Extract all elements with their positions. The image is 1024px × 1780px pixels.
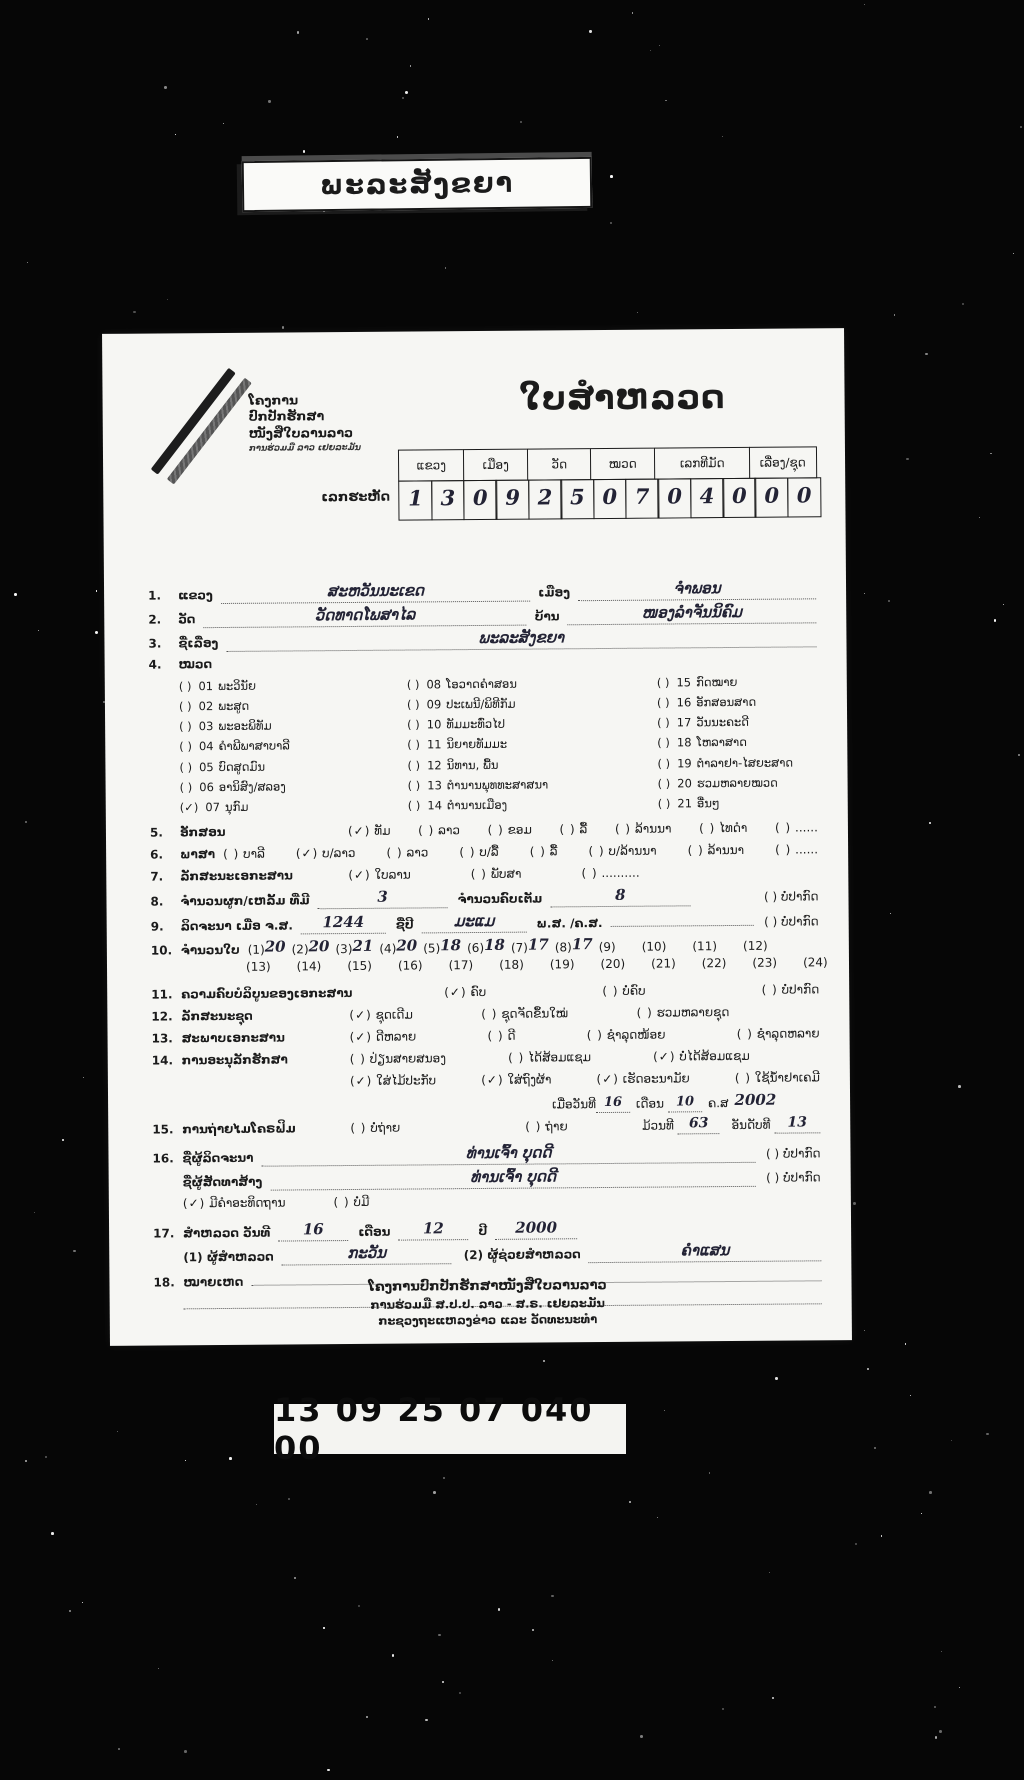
leaf-count-entry: (23) xyxy=(752,955,778,970)
survey-year-fill: 2000 xyxy=(495,1220,577,1240)
village-fill-line: ໜອງລຳຈັນນິຄົມ xyxy=(567,604,816,625)
leaf-count-entry: (2)20 xyxy=(291,937,330,957)
code-digit-cell: 0 xyxy=(722,477,756,517)
logo-subline: ການຮ່ວມມື ລາວ ເຢຍລະມັນ xyxy=(248,442,361,454)
option: ( ) ບໍ່ປາກົດ xyxy=(761,982,820,997)
option: ( ) ລ້ານນາ xyxy=(614,821,672,836)
category-item: ( ) 12 ນິທານ, ພື້ນ xyxy=(407,757,499,773)
preservation-year-value: 2002 xyxy=(734,1090,777,1109)
option: (✓) ທັມ xyxy=(347,823,391,838)
leaf-count-entry: (10) xyxy=(641,939,667,954)
leaf-count-entry: (17) xyxy=(448,957,474,973)
leaf-count-entry: (6)18 xyxy=(467,935,506,955)
option: ( ) ຊຳລຸດໜ້ອຍ xyxy=(586,1027,666,1043)
temple-fill-line: ວັດທາດໂພສາໄລ xyxy=(203,607,527,629)
code-digit-cell: 0 xyxy=(593,478,627,518)
field-language: 6. ພາສາ ( ) ບາລີ (✓) ບ/ລາວ ( ) ລາວ ( ) ບ/ລື້ ( ) ລື້ ( ) ບ/ລ້ານນາ ( ) ລ້ານນາ ( ) ...... xyxy=(150,842,819,862)
leaf-count-entry: (5)18 xyxy=(423,936,462,956)
category-item: ( ) 04 ຄຳພີພາສາບາລີ xyxy=(179,738,290,754)
option: ( ) ລ້ານນາ xyxy=(687,842,745,858)
code-header-cell: ໝວດ xyxy=(590,448,656,481)
option: (✓) ຄົບ xyxy=(444,984,487,1000)
option: ( ) ຂອມ xyxy=(487,822,532,837)
category-checkbox-grid xyxy=(179,671,818,817)
option: (✓) ເຮັດອະນາມັຍ xyxy=(596,1071,690,1086)
language-options xyxy=(223,842,818,861)
category-item: ( ) 08 ໂອວາດຄຳສອນ xyxy=(406,676,517,692)
leaf-count-entry: (13) xyxy=(245,959,271,974)
category-item: ( ) 15 ກົດໝາຍ xyxy=(656,674,738,690)
category-column-3 xyxy=(657,671,848,813)
option: ( ) ບໍ່ຖ່າຍ xyxy=(350,1120,401,1135)
category-item: ( ) 01 ພະວິນັຍ xyxy=(178,678,257,694)
code-table xyxy=(400,446,825,520)
not-shown-option: ( ) ບໍ່ປາກົດ xyxy=(764,914,819,929)
survey-day-fill: 16 xyxy=(278,1222,348,1242)
be-ce-year-fill xyxy=(610,911,754,927)
field-condition: 13. ສະພາບເອກະສານ (✓) ດີຫລາຍ ( ) ດີ ( ) ຊຳລຸດໜ້ອຍ ( ) ຊຳລຸດຫລາຍ xyxy=(151,1026,820,1046)
code-header-cell: ແຂວງ xyxy=(398,449,464,482)
completeness-options xyxy=(444,982,819,999)
province-fill-line: ສະຫວັນນະເຂດ xyxy=(221,583,531,604)
surveyor-name-fill: ກະວັນ xyxy=(282,1245,452,1265)
survey-form-page xyxy=(102,328,852,1346)
leaf-count-entry: (14) xyxy=(296,959,322,974)
film-code-strip xyxy=(274,1391,626,1467)
field-province-district: 1. ແຂວງ ສະຫວັນນະເຂດ ເມືອງ ຈຳພອນ xyxy=(148,580,816,604)
footer-line: ໂຄງການປົກປັກຮັກສາໜັງສືໃບລານລາວ xyxy=(368,1277,607,1295)
field-prayer-present xyxy=(183,1191,821,1213)
code-digit-cell: 0 xyxy=(787,477,821,517)
complete-count-fill: 8 xyxy=(550,887,690,907)
leaf-count-entry: (19) xyxy=(549,957,575,972)
logo-line: ໂຄງການ xyxy=(248,392,299,408)
field-preservation: 14. ການອະນຸລັກຮັກສາ ( ) ປ່ຽນສາຍສນອງ ( ) ໄດ້ສ້ອມແຊມ (✓) ບໍ່ໄດ້ສ້ອມແຊມ xyxy=(152,1048,820,1070)
category-column-2 xyxy=(407,673,658,816)
index-number-fill: 13 xyxy=(774,1116,820,1133)
field-temple-village: 2. ວັດ ວັດທາດໂພສາໄລ ບ້ານ ໜອງລຳຈັນນິຄົມ xyxy=(148,604,816,628)
category-item: ( ) 16 ອັກສອນສາດ xyxy=(656,694,757,710)
field-completeness: 11. ຄວາມຄົບບໍລິບູນຂອງເອກະສານ (✓) ຄົບ ( ) ບໍ່ຄົບ ( ) ບໍ່ປາກົດ xyxy=(151,982,820,1002)
category-item: ( ) 17 ວັນນະຄະດີ xyxy=(657,715,750,730)
code-header-cell: ເລກທີມັດ xyxy=(654,447,750,480)
film-code-text: 13 09 25 07 040 00 xyxy=(274,1391,594,1467)
assistant-name-fill: ຄຳແສນ xyxy=(589,1242,822,1263)
preservation-options-row1 xyxy=(350,1048,820,1066)
option: ( ) ບ/ລ້ານນາ xyxy=(588,843,657,858)
bundle-type-options xyxy=(349,1004,819,1022)
category-item: ( ) 06 ອານິສົງ/ສລອງ xyxy=(179,779,286,794)
field-text-title: 3. ຊື່ເລື່ອງ ພະລະສັງຂຍາ xyxy=(148,628,816,652)
project-logo-text xyxy=(249,392,361,455)
category-item: ( ) 10 ທັມມະທົ່ວໄປ xyxy=(407,717,506,732)
option: ( ) ໄດ້ສ້ອມແຊມ xyxy=(508,1049,592,1065)
field-category-header: 4. ໝວດ xyxy=(148,657,213,672)
leaf-count-entry: (24) xyxy=(802,955,828,970)
option: ( ) ບ/ລື້ xyxy=(459,844,499,860)
option: ( ) ບໍ່ມີ xyxy=(333,1194,370,1210)
category-item: ( ) 20 ຮວມຫລາຍໝວດ xyxy=(657,775,778,791)
leaf-count-entry: (1)20 xyxy=(247,937,286,957)
field-copy-date: 9. ລິດຈະນາ ເມື່ອ ຈ.ສ. 1244 ຊື່ປີ ມະແມ ພ.ສ. /ຄ.ສ. ( ) ບໍ່ປາກົດ xyxy=(150,911,819,934)
leaf-count-entry: (8)17 xyxy=(554,934,593,955)
category-column-1 xyxy=(179,675,408,818)
leaf-count-entry: (3)21 xyxy=(335,936,374,956)
code-header-cell: ເມືອງ xyxy=(463,449,529,482)
preservation-options-row2 xyxy=(350,1070,820,1088)
not-shown-option: ( ) ບໍ່ປາກົດ xyxy=(765,1146,821,1161)
category-item: ( ) 19 ຕຳລາຢາ-ໄສຍະສາດ xyxy=(657,755,794,771)
option: ( ) ຊຳລຸດຫລາຍ xyxy=(736,1026,820,1041)
form-fields xyxy=(148,579,828,1316)
code-digit-cell: 0 xyxy=(463,479,497,519)
footer-line: ກະຊວງຖະແຫລງຂ່າວ ແລະ ວັດທະນະທຳ xyxy=(378,1312,598,1328)
leaf-count-entry: (4)20 xyxy=(379,936,418,956)
option: ( ) ຖ່າຍ xyxy=(525,1119,568,1134)
microfilm-reel-line: ມ້ວນທີ 63 ອັນດັບທີ 13 xyxy=(632,1116,820,1134)
code-digit-cell: 0 xyxy=(755,477,789,517)
field-preservation-date: ເມື່ອວັນທີ 16 ເດືອນ 10 ຄ.ສ 2002 xyxy=(552,1090,777,1112)
option: ( ) ບາລີ xyxy=(223,846,265,861)
sponsor-name-fill: ທ່ານເຈົ້າ ບຸດດີ xyxy=(270,1168,756,1191)
option: ( ) ...... xyxy=(775,842,819,857)
field-remarks: 18. ໝາຍເຫດ xyxy=(153,1266,821,1289)
fascicle-count-fill: 3 xyxy=(318,889,448,909)
category-item: ( ) 05 ບົດສູດມົນ xyxy=(179,759,266,774)
title-slate xyxy=(242,157,593,212)
year-name-fill: ມະແມ xyxy=(421,913,526,933)
option: ( ) ປ່ຽນສາຍສນອງ xyxy=(349,1051,447,1066)
option: (✓) ມີຄຳອະທິດຖານ xyxy=(182,1195,286,1211)
leaf-count-entry: (22) xyxy=(701,955,727,971)
option: (✓) ໃສ່ຖົງຜ້າ xyxy=(481,1072,552,1087)
option: (✓) ບໍ່ໄດ້ສ້ອມແຊມ xyxy=(653,1048,750,1064)
code-digit-row xyxy=(400,478,824,520)
leaf-count-entry: (20) xyxy=(600,956,626,971)
category-item: ( ) 09 ປະເພນີ/ພິທີກັມ xyxy=(406,696,516,712)
option: (✓) ໃສ່ໄມ້ປະກັບ xyxy=(349,1073,437,1088)
title-slate-text: ພະລະສັງຂຍາ xyxy=(319,167,515,202)
form-footer xyxy=(153,1276,821,1331)
cs-year-fill: 1244 xyxy=(301,915,386,935)
reel-number-fill: 63 xyxy=(678,1117,720,1134)
category-item: ( ) 18 ໂຫລາສາດ xyxy=(657,735,747,750)
category-item: ( ) 14 ຕຳນານເມືອງ xyxy=(407,797,508,813)
code-digit-cell: 1 xyxy=(398,480,432,520)
option: (✓) ບ/ລາວ xyxy=(295,845,356,861)
code-digit-cell: 4 xyxy=(690,478,724,518)
leaf-count-entry: (21) xyxy=(651,956,676,971)
code-digit-cell: 0 xyxy=(657,478,691,518)
option: ( ) ລາວ xyxy=(386,845,429,860)
category-item: ( ) 03 ພະອະພິທັມ xyxy=(179,718,272,734)
logo-line: ໜັງສືໃບລານລາວ xyxy=(248,424,354,441)
leaf-count-entry: (7)17 xyxy=(510,935,549,955)
survey-form-content xyxy=(102,328,852,1346)
not-shown-option: ( ) ບໍ່ປາກົດ xyxy=(766,1170,821,1185)
code-row xyxy=(321,446,824,520)
field-fascicle-count: 8. ຈຳນວນຜູກ/ເຫລັ້ມ ທີ່ມີ 3 ຈຳນວນຄົບເຕັມ 8 ( ) ບໍ່ປາກົດ xyxy=(150,885,819,909)
leaf-count-entry: (12) xyxy=(742,938,768,953)
category-item: ( ) 21 ອື່ນໆ xyxy=(657,795,720,811)
option: ( ) ໄທດຳ xyxy=(699,820,748,836)
field-leaf-counts-row2 xyxy=(151,955,828,977)
option: (✓) ຊຸດເດີມ xyxy=(349,1007,413,1022)
footer-line: ການຮ່ວມມື ສ.ປ.ປ. ລາວ - ສ.ຣ. ເຢຍລະມັນ xyxy=(370,1296,605,1312)
option: ( ) ລາວ xyxy=(418,823,461,838)
field-leaf-counts: 10. ຈຳນວນໃບ (1)20 (2)20 (3)21 (4)20 (5)18 (6)18 (7)17 (8)17 (9) (10) (11) (12) xyxy=(151,935,819,958)
district-fill-line: ຈຳພອນ xyxy=(578,580,816,601)
field-sponsor-name: ຊື່ຜູ້ສັດທາສ້າງ ທ່ານເຈົ້າ ບຸດດີ ( ) ບໍ່ປາກົດ xyxy=(182,1167,821,1190)
leaf-count-entry: (16) xyxy=(397,958,423,973)
code-digit-cell: 3 xyxy=(431,480,465,520)
leaf-count-entry: (9) xyxy=(598,939,616,954)
option: (✓) ດີຫລາຍ xyxy=(349,1029,417,1044)
option: ( ) ...... xyxy=(774,820,818,835)
field-bundle-type: 12. ລັກສະນະຊຸດ (✓) ຊຸດເດີມ ( ) ຊຸດຈັດຂຶ້ນໃໝ່ ( ) ຮວມຫລາຍຊຸດ xyxy=(151,1004,819,1026)
preservation-month-fill: 10 xyxy=(668,1096,702,1112)
code-digit-cell: 5 xyxy=(560,479,594,519)
field-document-type: 7. ລັກສະນະເອກະສານ (✓) ໃບລານ ( ) ພັບສາ ( ) .......... xyxy=(150,865,640,884)
code-header-cell: ວັດ xyxy=(527,448,591,481)
leaf-count-entry: (11) xyxy=(692,938,718,954)
category-item-checked: (✓) 07 ນຸກົມ xyxy=(179,799,249,815)
category-item: ( ) 11 ນິຍາຍທັມມະ xyxy=(407,737,508,752)
field-preservation-row2 xyxy=(152,1070,820,1092)
code-digit-cell: 2 xyxy=(528,479,562,519)
text-title-fill-line: ພະລະສັງຂຍາ xyxy=(226,628,816,652)
option: ( ) ຮວມຫລາຍຊຸດ xyxy=(636,1004,730,1020)
option: ( ) .......... xyxy=(581,865,640,881)
code-row-label: ເລກຮະຫັດ xyxy=(321,489,391,505)
code-header-cell: ເລື່ອງ/ຊຸດ xyxy=(749,446,817,479)
preservation-day-fill: 16 xyxy=(596,1097,630,1113)
field-survey-date: 17. ສຳຫລວດ ວັນທີ 16 ເດືອນ 12 ປີ 2000 xyxy=(153,1218,821,1242)
survey-month-fill: 12 xyxy=(398,1221,468,1241)
scribe-name-fill: ທ່ານເຈົ້າ ບຸດດີ xyxy=(261,1144,756,1167)
script-options xyxy=(348,820,818,838)
leaf-count-entry: (15) xyxy=(347,958,372,973)
option: ( ) ບໍ່ຄົບ xyxy=(602,983,646,998)
field-surveyors: (1) ຜູ້ສຳຫລວດ ກະວັນ (2) ຜູ້ຊ່ວຍສຳຫລວດ ຄຳແສນ xyxy=(183,1242,821,1266)
field-microfilm: 15. ການຖ່າຍໄມໂຄຣຟິມ ( ) ບໍ່ຖ່າຍ ( ) ຖ່າຍ ມ້ວນທີ 63 ອັນດັບທີ 13 xyxy=(152,1116,820,1138)
option: ( ) ລື້ xyxy=(559,822,588,837)
option: ( ) ພັບສາ xyxy=(470,866,522,881)
option: ( ) ລື້ xyxy=(529,844,558,859)
category-item: ( ) 13 ຕຳນານພຸທທະສາສນາ xyxy=(407,777,549,793)
option: (✓) ໃບລານ xyxy=(348,867,411,882)
option: ( ) ຊຸດຈັດຂຶ້ນໃໝ່ xyxy=(481,1006,569,1021)
field-script: 5. ອັກສອນ (✓) ທັມ ( ) ລາວ ( ) ຂອມ ( ) ລື້ ( ) ລ້ານນາ ( ) ໄທດຳ ( ) ...... xyxy=(149,820,818,840)
form-title: ໃບສຳຫລວດ xyxy=(519,377,726,418)
option: ( ) ໃຊ້ນ້ຳຢາເຄມີ xyxy=(734,1070,820,1085)
code-digit-cell: 7 xyxy=(625,478,659,518)
condition-options xyxy=(350,1026,820,1044)
field-scribe-name: 16. ຊື່ຜູ້ລິດຈະນາ ທ່ານເຈົ້າ ບຸດດີ ( ) ບໍ່ປາກົດ xyxy=(152,1143,821,1166)
category-item: ( ) 02 ພະສູດ xyxy=(178,698,250,714)
not-shown-option: ( ) ບໍ່ປາກົດ xyxy=(763,889,819,904)
leaf-count-entry: (18) xyxy=(499,957,524,972)
code-digit-cell: 9 xyxy=(496,479,530,519)
logo-line: ປົກປັກຮັກສາ xyxy=(248,408,325,425)
option: ( ) ດີ xyxy=(487,1028,516,1043)
